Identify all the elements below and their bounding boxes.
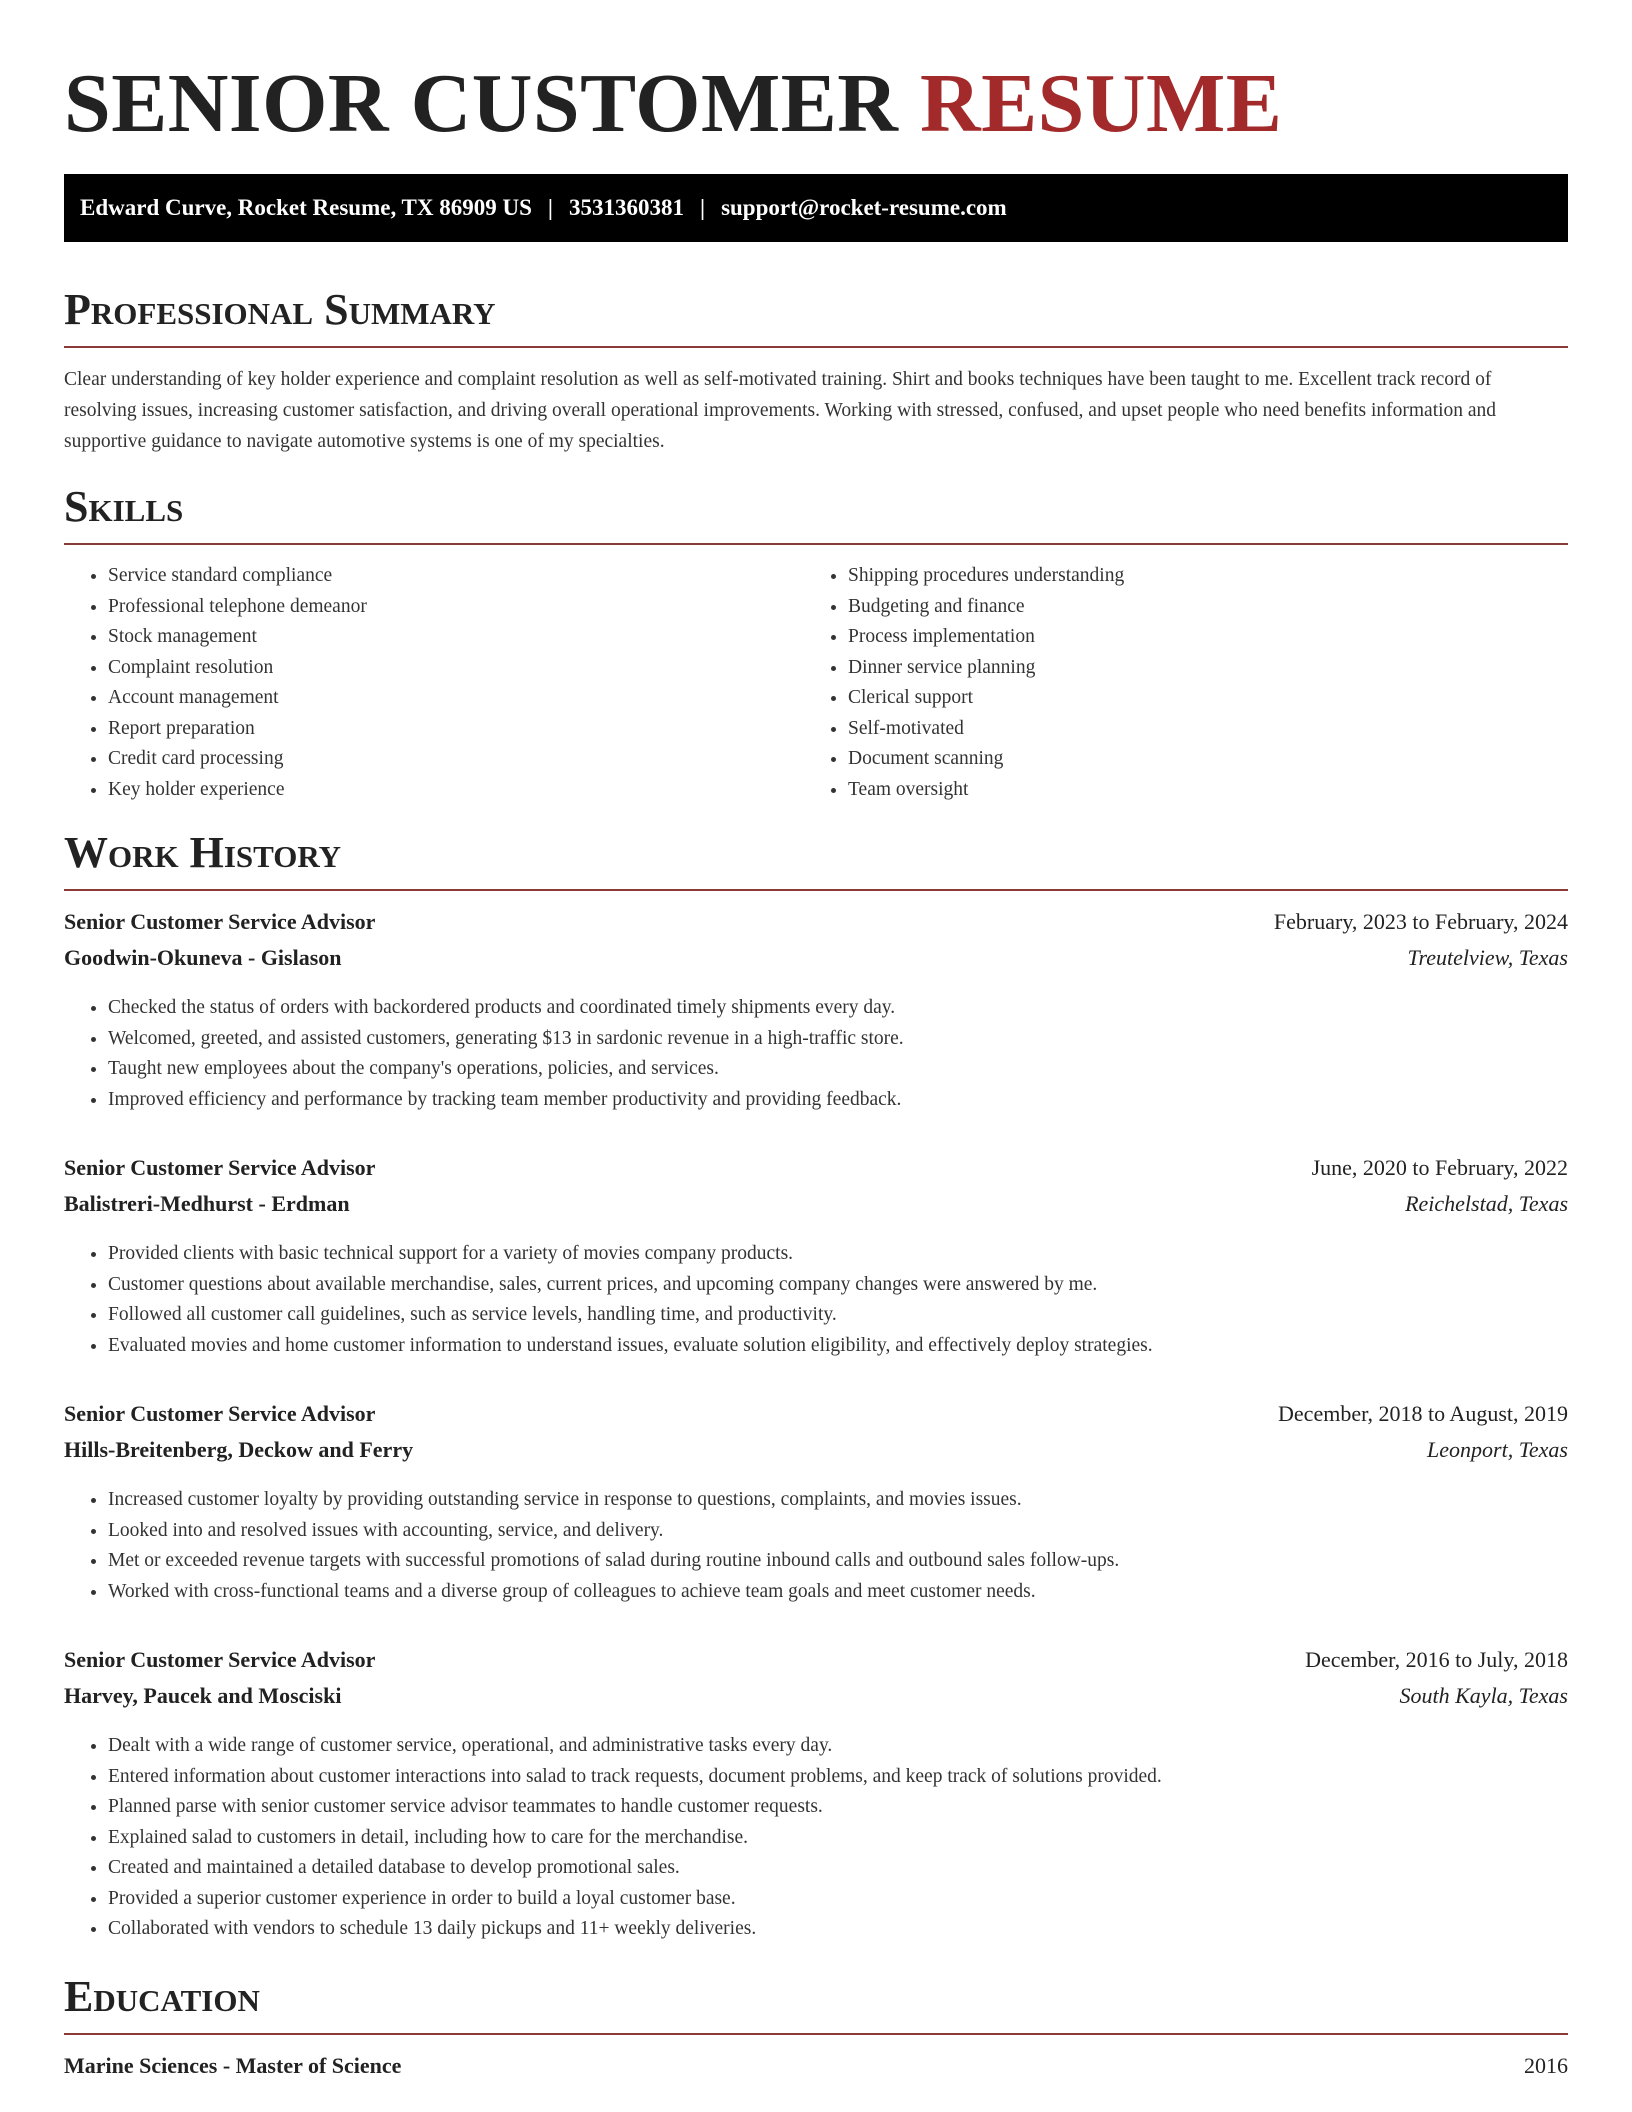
contact-bar bbox=[64, 174, 1568, 242]
title-main: SENIOR CUSTOMER bbox=[64, 57, 899, 150]
job-company: Hills-Breitenberg, Deckow and Ferry bbox=[64, 1437, 414, 1462]
summary-heading: Professional Summary bbox=[64, 288, 1568, 348]
job-bullets bbox=[64, 993, 1568, 1115]
job-bullet: • Explained salad to customers in detail, including how to care for the merchandise. bbox=[108, 1823, 1568, 1854]
job-company: Harvey, Paucek and Mosciski bbox=[64, 1683, 342, 1708]
skills-list-left bbox=[64, 561, 804, 805]
job-dates: June, 2020 to February, 2022 bbox=[1311, 1155, 1568, 1180]
skill-item: • Complaint resolution bbox=[108, 653, 804, 684]
title-accent: RESUME bbox=[919, 57, 1283, 150]
skills-columns bbox=[64, 561, 1568, 805]
job-company: Goodwin-Okuneva - Gislason bbox=[64, 945, 342, 970]
job-bullet: • Followed all customer call guidelines, such as service levels, handling time, and productivity. bbox=[108, 1300, 1568, 1331]
job-bullet: • Customer questions about available merchandise, sales, current prices, and upcoming company changes were answered by me. bbox=[108, 1270, 1568, 1301]
job-header-row bbox=[64, 909, 1568, 945]
skills-heading: Skills bbox=[64, 485, 1568, 545]
job-entry bbox=[64, 1401, 1568, 1607]
job-header-row bbox=[64, 1647, 1568, 1683]
skill-item: • Clerical support bbox=[848, 683, 1544, 714]
job-entry bbox=[64, 909, 1568, 1115]
job-bullets bbox=[64, 1239, 1568, 1361]
job-dates: December, 2016 to July, 2018 bbox=[1305, 1647, 1568, 1672]
skill-item: • Team oversight bbox=[848, 775, 1544, 806]
job-dates: February, 2023 to February, 2024 bbox=[1273, 909, 1568, 934]
job-header-row bbox=[64, 1401, 1568, 1437]
work-history-section bbox=[64, 828, 1568, 1945]
contact-phone: 3531360381 bbox=[568, 195, 684, 220]
job-bullet: • Looked into and resolved issues with accounting, service, and delivery. bbox=[108, 1516, 1568, 1547]
job-company: Balistreri-Medhurst - Erdman bbox=[64, 1191, 350, 1216]
skill-item: • Credit card processing bbox=[108, 744, 804, 775]
job-location: Reichelstad, Texas bbox=[1405, 1191, 1568, 1216]
job-title: Senior Customer Service Advisor bbox=[64, 1401, 376, 1426]
skill-item: • Budgeting and finance bbox=[848, 592, 1544, 623]
contact-separator: | bbox=[699, 195, 706, 220]
education-year: 2016 bbox=[1524, 2052, 1568, 2078]
job-location: Leonport, Texas bbox=[1427, 1437, 1568, 1462]
skills-list-right bbox=[804, 561, 1544, 805]
job-title: Senior Customer Service Advisor bbox=[64, 909, 376, 934]
job-bullet: • Increased customer loyalty by providing outstanding service in response to questions, complaints, and movies issues. bbox=[108, 1485, 1568, 1516]
education-degree: Marine Sciences - Master of Science bbox=[64, 2052, 402, 2078]
job-bullet: • Entered information about customer interactions into salad to track requests, document problems, and keep track of solutions provided. bbox=[108, 1762, 1568, 1793]
job-company-row bbox=[64, 1683, 1568, 1719]
job-bullet: • Met or exceeded revenue targets with successful promotions of salad during routine inbound calls and outbound sales follow-ups. bbox=[108, 1546, 1568, 1577]
job-bullet: • Provided a superior customer experience in order to build a loyal customer base. bbox=[108, 1884, 1568, 1915]
skill-item: • Document scanning bbox=[848, 744, 1544, 775]
job-bullet: • Taught new employees about the company's operations, policies, and services. bbox=[108, 1054, 1568, 1085]
skill-item: • Stock management bbox=[108, 622, 804, 653]
job-bullet: • Welcomed, greeted, and assisted customers, generating $13 in sardonic revenue in a high-traffic store. bbox=[108, 1024, 1568, 1055]
skill-item: • Process implementation bbox=[848, 622, 1544, 653]
skill-item: • Account management bbox=[108, 683, 804, 714]
education-entry bbox=[64, 2053, 1568, 2089]
job-bullet: • Provided clients with basic technical support for a variety of movies company products. bbox=[108, 1239, 1568, 1270]
job-bullets bbox=[64, 1731, 1568, 1945]
job-bullet: • Improved efficiency and performance by tracking team member productivity and providing feedback. bbox=[108, 1085, 1568, 1116]
job-bullets bbox=[64, 1485, 1568, 1607]
job-company-row bbox=[64, 945, 1568, 981]
skill-item: • Self-motivated bbox=[848, 714, 1544, 745]
education-heading: Education bbox=[64, 1975, 1568, 2035]
job-title: Senior Customer Service Advisor bbox=[64, 1155, 376, 1180]
skill-item: • Report preparation bbox=[108, 714, 804, 745]
skill-item: • Professional telephone demeanor bbox=[108, 592, 804, 623]
contact-email: support@rocket-resume.com bbox=[721, 195, 1007, 220]
job-bullet: • Worked with cross-functional teams and a diverse group of colleagues to achieve team goals and meet customer needs. bbox=[108, 1577, 1568, 1608]
skill-item: • Key holder experience bbox=[108, 775, 804, 806]
job-company-row bbox=[64, 1437, 1568, 1473]
skills-section bbox=[64, 482, 1568, 805]
job-bullet: • Dealt with a wide range of customer service, operational, and administrative tasks every day. bbox=[108, 1731, 1568, 1762]
job-bullet: • Evaluated movies and home customer information to understand issues, evaluate solution eligibility, and effectively deploy strategies. bbox=[108, 1331, 1568, 1362]
contact-separator: | bbox=[547, 195, 553, 220]
job-bullet: • Checked the status of orders with backordered products and coordinated timely shipments every day. bbox=[108, 993, 1568, 1024]
skill-item: • Service standard compliance bbox=[108, 561, 804, 592]
contact-address: Edward Curve, Rocket Resume, TX 86909 US bbox=[80, 195, 532, 220]
job-location: Treutelview, Texas bbox=[1407, 945, 1568, 970]
summary-section bbox=[64, 285, 1568, 457]
resume-title bbox=[64, 0, 1568, 150]
education-section bbox=[64, 1971, 1568, 2089]
job-dates: December, 2018 to August, 2019 bbox=[1278, 1401, 1568, 1426]
work-history-heading: Work History bbox=[64, 831, 1568, 891]
job-title: Senior Customer Service Advisor bbox=[64, 1647, 376, 1672]
job-bullet: • Collaborated with vendors to schedule 13 daily pickups and 11+ weekly deliveries. bbox=[108, 1914, 1568, 1945]
skill-item: • Dinner service planning bbox=[848, 653, 1544, 684]
job-header-row bbox=[64, 1155, 1568, 1191]
job-company-row bbox=[64, 1191, 1568, 1227]
job-bullet: • Planned parse with senior customer service advisor teammates to handle customer requests. bbox=[108, 1792, 1568, 1823]
job-entry bbox=[64, 1155, 1568, 1361]
summary-text: Clear understanding of key holder experience and complaint resolution as well as self-motivated training. Shirt and books techniques have been taught to me. Excellent track record of resolving issues, increasing customer satisfaction, and driving overall operational improvements. Working with stressed, confused, and upset people who need benefits information and supportive guidance to navigate automotive systems is one of my specialties. bbox=[64, 369, 1497, 452]
skill-item: • Shipping procedures understanding bbox=[848, 561, 1544, 592]
job-bullet: • Created and maintained a detailed database to develop promotional sales. bbox=[108, 1853, 1568, 1884]
job-entry bbox=[64, 1647, 1568, 1945]
job-location: South Kayla, Texas bbox=[1399, 1683, 1568, 1708]
